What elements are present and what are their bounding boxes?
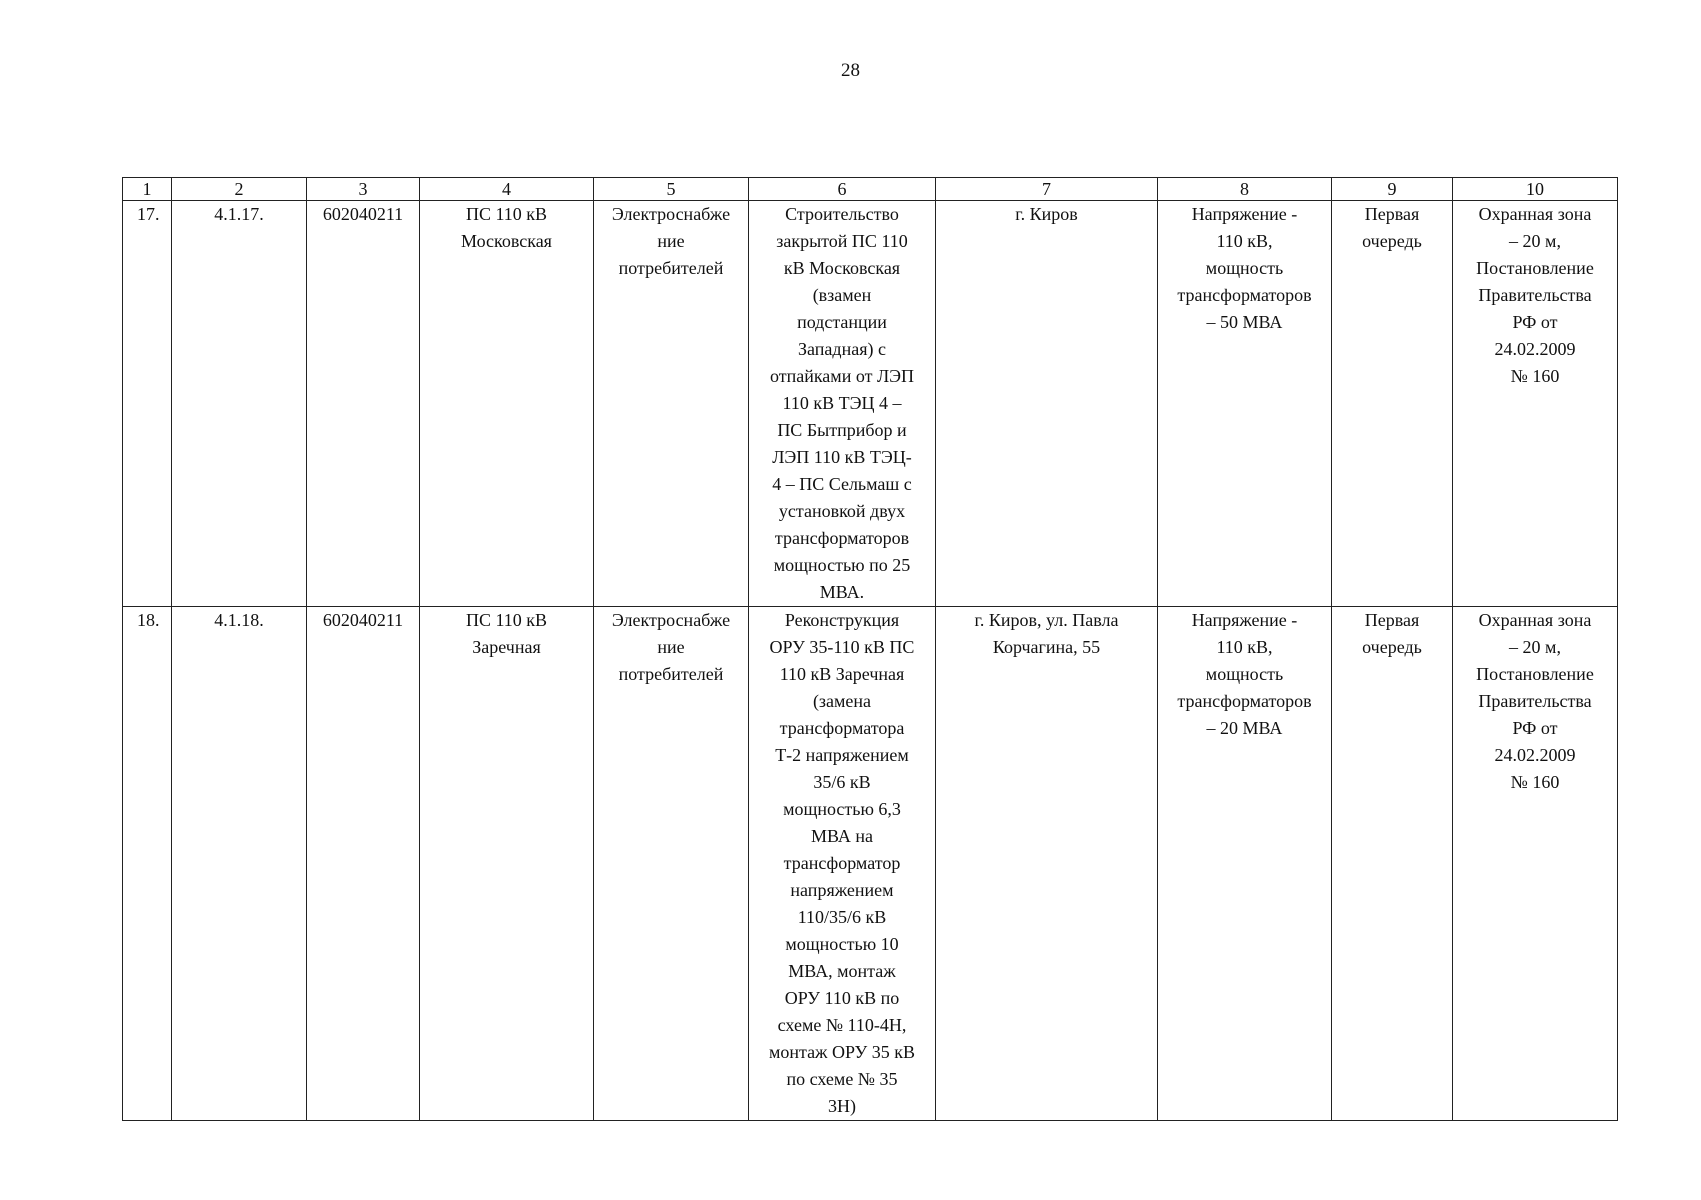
object-priority: Первая очередь <box>1332 201 1453 607</box>
object-name: ПС 110 кВ Заречная <box>420 607 594 1121</box>
object-zone: Охранная зона – 20 м, Постановление Правительства РФ от 24.02.2009 № 160 <box>1453 607 1618 1121</box>
object-id: 602040211 <box>307 607 420 1121</box>
object-location: г. Киров, ул. Павла Корчагина, 55 <box>936 607 1158 1121</box>
item-code: 4.1.17. <box>172 201 307 607</box>
column-header: 6 <box>749 178 936 201</box>
column-header: 7 <box>936 178 1158 201</box>
column-header: 1 <box>123 178 172 201</box>
table-row <box>123 201 1618 607</box>
object-id: 602040211 <box>307 201 420 607</box>
object-purpose: Электроснабже ние потребителей <box>594 201 749 607</box>
column-header: 9 <box>1332 178 1453 201</box>
column-header: 8 <box>1158 178 1332 201</box>
object-location: г. Киров <box>936 201 1158 607</box>
object-description: Строительство закрытой ПС 110 кВ Московская (взамен подстанции Западная) с отпайками от ЛЭП 110 кВ ТЭЦ 4 – ПС Бытприбор и ЛЭП 110 кВ ТЭЦ- 4 – ПС Сельмаш с установкой двух трансформаторов мощностью по 25 МВА. <box>749 201 936 607</box>
object-description: Реконструкция ОРУ 35-110 кВ ПС 110 кВ Заречная (замена трансформатора Т-2 напряжением 35/6 кВ мощностью 6,3 МВА на трансформатор напряжением 110/35/6 кВ мощностью 10 МВА, монтаж ОРУ 110 кВ по схеме № 110-4Н, монтаж ОРУ 35 кВ по схеме № 35 3Н) <box>749 607 936 1121</box>
object-specs: Напряжение - 110 кВ, мощность трансформаторов – 50 МВА <box>1158 201 1332 607</box>
item-code: 4.1.18. <box>172 607 307 1121</box>
page-number: 28 <box>841 60 860 81</box>
column-header: 5 <box>594 178 749 201</box>
column-header: 10 <box>1453 178 1618 201</box>
table-header-row <box>123 178 1618 201</box>
object-zone: Охранная зона – 20 м, Постановление Правительства РФ от 24.02.2009 № 160 <box>1453 201 1618 607</box>
object-specs: Напряжение - 110 кВ, мощность трансформаторов – 20 МВА <box>1158 607 1332 1121</box>
object-purpose: Электроснабже ние потребителей <box>594 607 749 1121</box>
column-header: 3 <box>307 178 420 201</box>
row-number: 17. <box>123 201 172 607</box>
object-priority: Первая очередь <box>1332 607 1453 1121</box>
row-number: 18. <box>123 607 172 1121</box>
column-header: 2 <box>172 178 307 201</box>
data-table <box>122 177 1618 1121</box>
table-row <box>123 607 1618 1121</box>
column-header: 4 <box>420 178 594 201</box>
object-name: ПС 110 кВ Московская <box>420 201 594 607</box>
